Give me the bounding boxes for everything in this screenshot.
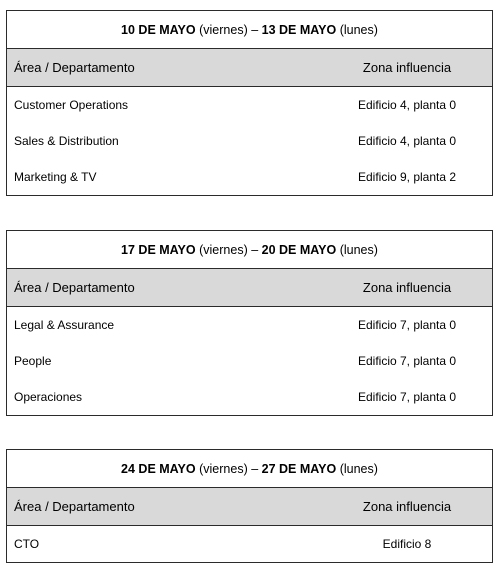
- table-row: [7, 343, 492, 379]
- table-row: [7, 87, 492, 123]
- column-header-zone: Zona influencia: [362, 280, 452, 295]
- end-date: 20 DE MAYO: [261, 242, 337, 257]
- table-title: [7, 450, 492, 488]
- date-range-dash: –: [251, 242, 259, 257]
- table-body: [7, 87, 492, 195]
- table-row: [7, 123, 492, 159]
- area-cell: Legal & Assurance: [14, 318, 115, 332]
- start-weekday: (viernes): [199, 242, 248, 257]
- table-row: [7, 526, 492, 562]
- column-header-area: Área / Departamento: [14, 499, 135, 514]
- zone-cell: Edificio 7, planta 0: [357, 318, 457, 332]
- table-row: [7, 379, 492, 415]
- start-weekday: (viernes): [199, 461, 248, 476]
- column-header-area: Área / Departamento: [14, 280, 135, 295]
- end-date: 13 DE MAYO: [261, 22, 337, 37]
- column-header-zone: Zona influencia: [362, 499, 452, 514]
- schedule-table-2: [6, 230, 493, 416]
- area-cell: Sales & Distribution: [14, 134, 119, 148]
- table-header: [7, 269, 492, 307]
- date-range-dash: –: [251, 22, 259, 37]
- table-title: [7, 11, 492, 49]
- start-weekday: (viernes): [199, 22, 248, 37]
- area-cell: Marketing & TV: [14, 170, 97, 184]
- table-body: [7, 526, 492, 562]
- column-header-area: Área / Departamento: [14, 60, 135, 75]
- column-header-zone: Zona influencia: [362, 60, 452, 75]
- zone-cell: Edificio 4, planta 0: [357, 134, 457, 148]
- table-header: [7, 488, 492, 526]
- schedule-table-3: [6, 449, 493, 563]
- end-weekday: (lunes): [339, 22, 378, 37]
- area-cell: Operaciones: [14, 390, 83, 404]
- start-date: 10 DE MAYO: [121, 22, 196, 37]
- table-header: [7, 49, 492, 87]
- table-title: [7, 231, 492, 269]
- area-cell: CTO: [14, 537, 40, 551]
- date-range-dash: –: [251, 461, 259, 476]
- table-row: [7, 307, 492, 343]
- zone-cell: Edificio 9, planta 2: [357, 170, 457, 184]
- table-row: [7, 159, 492, 195]
- table-body: [7, 307, 492, 415]
- start-date: 24 DE MAYO: [121, 461, 196, 476]
- start-date: 17 DE MAYO: [121, 242, 196, 257]
- end-date: 27 DE MAYO: [261, 461, 337, 476]
- area-cell: Customer Operations: [14, 98, 129, 112]
- zone-cell: Edificio 8: [382, 537, 432, 551]
- area-cell: People: [14, 354, 52, 368]
- schedule-table-1: [6, 10, 493, 196]
- zone-cell: Edificio 7, planta 0: [357, 390, 457, 404]
- end-weekday: (lunes): [339, 242, 378, 257]
- zone-cell: Edificio 7, planta 0: [357, 354, 457, 368]
- end-weekday: (lunes): [339, 461, 378, 476]
- zone-cell: Edificio 4, planta 0: [357, 98, 457, 112]
